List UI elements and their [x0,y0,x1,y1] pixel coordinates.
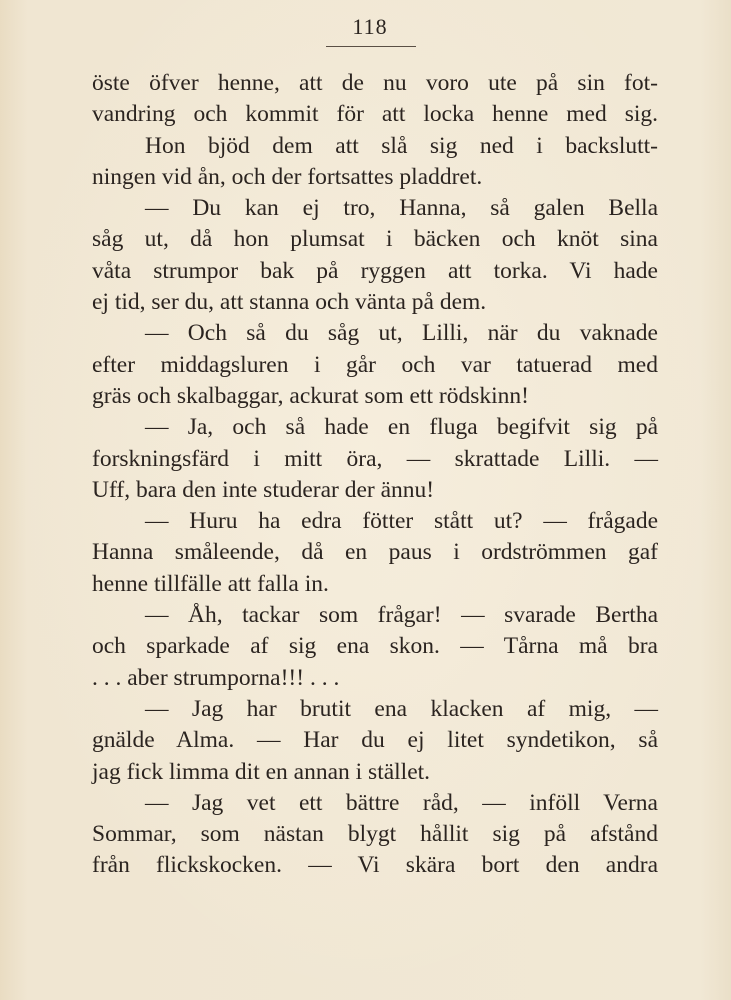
text-line: och sparkade af sig ena skon. — Tårna må bra [92,633,658,660]
text-line: såg ut, då hon plumsat i bäcken och knöt sina [92,226,658,253]
text-line: ej tid, ser du, att stanna och vänta på dem. [92,289,487,316]
text-line: från flickskocken. — Vi skära bort den andra [92,852,658,879]
page-number: 118 [352,14,388,39]
text-line: Sommar, som nästan blygt hållit sig på afstånd [92,821,658,848]
text-line: ningen vid ån, och der fortsattes pladdret. [92,163,483,190]
text-line: — Du kan ej tro, Hanna, så galen Bella [145,195,658,222]
text-line: henne tillfälle att falla in. [92,570,329,597]
text-line: gräs och skalbaggar, ackurat som ett rödskinn! [92,382,529,409]
header-rule [326,46,416,47]
text-line: våta strumpor bak på ryggen att torka. Vi hade [92,257,658,284]
text-line: öste öfver henne, att de nu voro ute på sin fot- [92,70,658,96]
text-line: — Och så du såg ut, Lilli, när du vaknade [145,320,658,347]
text-line: . . . aber strumporna!!! . . . [92,664,340,691]
text-line: — Jag har brutit ena klacken af mig, — [145,695,658,722]
text-line: jag fick limma dit en annan i stället. [92,758,431,785]
text-line: Uff, bara den inte studerar der ännu! [92,476,435,503]
text-line: — Huru ha edra fötter stått ut? — frågade [145,508,658,535]
text-line: Hanna småleende, då en paus i ordströmmen gaf [92,539,658,566]
text-line: Hon bjöd dem att slå sig ned i backslutt- [145,132,658,159]
text-line: — Ja, och så hade en fluga begifvit sig på [145,414,658,441]
body-text [92,68,658,882]
text-line: — Åh, tackar som frågar! — svarade Bertha [145,602,658,629]
text-line: forskningsfärd i mitt öra, — skrattade Lilli. — [92,445,658,472]
text-line: efter middagsluren i går och var tatuerad med [92,351,658,378]
text-line: vandring och kommit för att locka henne med sig. [92,101,658,128]
text-line: — Jag vet ett bättre råd, — inföll Verna [145,789,658,816]
text-line: gnälde Alma. — Har du ej litet syndetikon, så [92,727,658,754]
